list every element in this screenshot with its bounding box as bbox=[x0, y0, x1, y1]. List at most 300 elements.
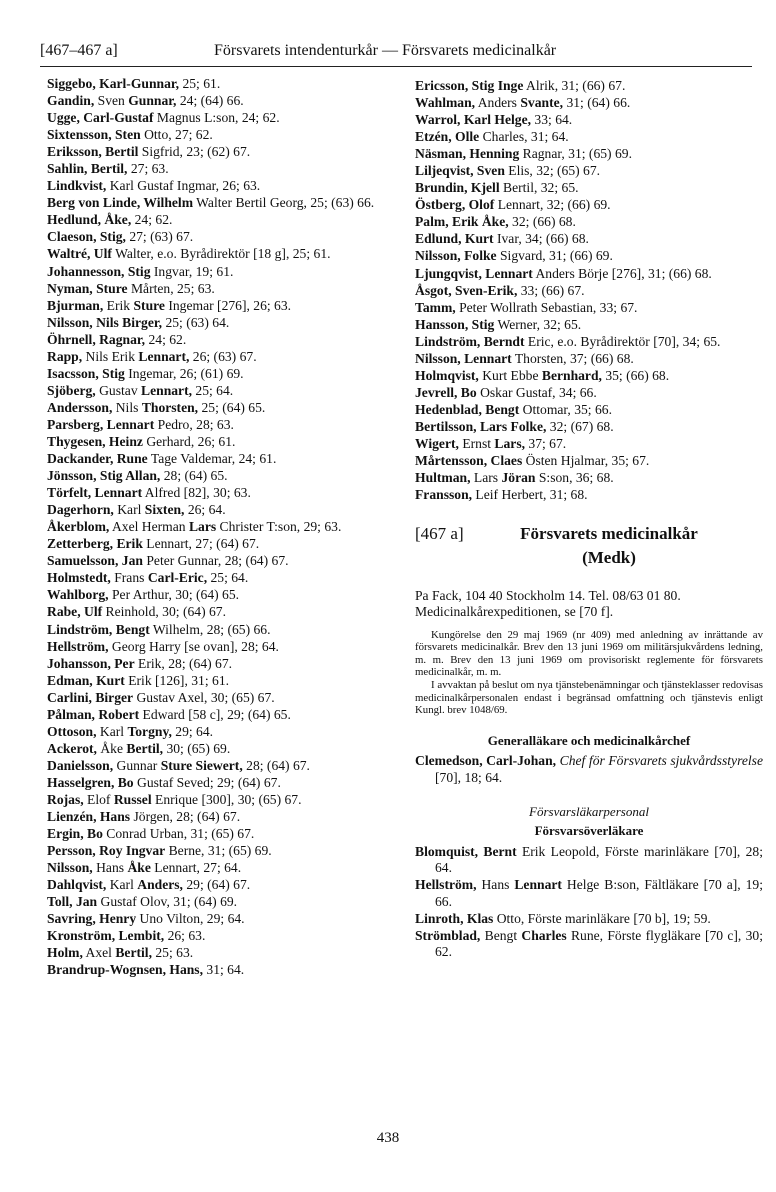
list-item bbox=[47, 349, 392, 366]
entry-name: Toll, Jan bbox=[47, 894, 98, 910]
entry-name: Lars bbox=[188, 519, 217, 535]
list-item bbox=[47, 502, 392, 519]
chief-name: Clemedson, Carl-Johan, bbox=[415, 753, 557, 769]
entry-details: Ivar, 34; (66) 68. bbox=[493, 231, 589, 247]
list-item bbox=[47, 928, 392, 945]
entry-name: Hedenblad, Bengt bbox=[415, 401, 520, 417]
list-item bbox=[47, 383, 392, 400]
entry-name: Strömblad, bbox=[415, 927, 481, 943]
list-item bbox=[47, 894, 392, 911]
list-item bbox=[47, 195, 392, 212]
entry-name: Åkerblom, bbox=[47, 519, 110, 535]
list-item bbox=[415, 300, 763, 317]
list-item bbox=[47, 604, 392, 621]
list-item bbox=[415, 453, 763, 470]
entry-details: 27; 63. bbox=[127, 161, 169, 177]
entry-details: Erik [126], 31; 61. bbox=[124, 672, 230, 688]
entry-name: Pålman, Robert bbox=[47, 706, 140, 722]
entry-details: Gustaf Olov, 31; (64) 69. bbox=[97, 894, 238, 910]
list-item bbox=[47, 860, 392, 877]
entry-details: Åke bbox=[96, 740, 127, 756]
entry-details: Reinhold, 30; (64) 67. bbox=[102, 604, 226, 620]
entry-name: Sture bbox=[133, 297, 165, 313]
entry-details: 24; 62. bbox=[131, 212, 173, 228]
list-item bbox=[415, 385, 763, 402]
list-item bbox=[415, 283, 763, 300]
list-item bbox=[47, 775, 392, 792]
list-item bbox=[415, 180, 763, 197]
entry-name: Isacsson, Stig bbox=[47, 365, 125, 381]
list-item bbox=[47, 212, 392, 229]
entry-details: 30; (65) 69. bbox=[163, 740, 231, 756]
entry-details: 33; (66) 67. bbox=[517, 282, 585, 298]
list-item bbox=[415, 470, 763, 487]
entry-name: Sixtensson, Sten bbox=[47, 127, 141, 143]
list-item bbox=[415, 334, 763, 351]
section-number: [467 a] bbox=[415, 523, 464, 543]
entry-details: Eric, e.o. Byrådirektör [70], 34; 65. bbox=[524, 333, 721, 349]
entry-name: Bertil, bbox=[126, 740, 164, 756]
entry-details: Hans bbox=[92, 860, 128, 876]
list-item bbox=[47, 792, 392, 809]
entry-details: Wilhelm, 28; (65) 66. bbox=[149, 621, 271, 637]
entry-details: 25; 64. bbox=[207, 570, 249, 586]
page-number: 438 bbox=[376, 1130, 400, 1146]
entry-name: Lindström, Bengt bbox=[47, 621, 150, 637]
entry-details: 32; (66) 68. bbox=[508, 214, 576, 230]
entry-details: Pedro, 28; 63. bbox=[154, 416, 234, 432]
list-item bbox=[415, 231, 763, 248]
list-item bbox=[47, 366, 392, 383]
entry-details: 32; (67) 68. bbox=[546, 418, 614, 434]
entry-name: Fransson, bbox=[415, 487, 473, 503]
entry-name: Warrol, Karl Helge, bbox=[415, 112, 532, 128]
list-item bbox=[415, 112, 763, 129]
section-note-pending: I avvaktan på beslut om nya tjänstebenämningar och tjänsteklasser redovisas medicinalkårpersonalen endast i begränsad omfattning och tjänstevis enligt Kungl. brev 1048/69. bbox=[415, 679, 763, 717]
list-item bbox=[47, 673, 392, 690]
running-header bbox=[40, 40, 752, 67]
entry-details: Enrique [300], 30; (65) 67. bbox=[151, 791, 302, 807]
entry-details: Sigvard, 31; (66) 69. bbox=[496, 248, 613, 264]
list-item bbox=[415, 317, 763, 334]
list-item bbox=[47, 417, 392, 434]
entry-details: Erik, 28; (64) 67. bbox=[134, 655, 233, 671]
list-item bbox=[415, 368, 763, 385]
entry-name: Edlund, Kurt bbox=[415, 231, 494, 247]
list-item bbox=[415, 197, 763, 214]
entry-details: Mårten, 25; 63. bbox=[127, 280, 215, 296]
entry-details: Leif Herbert, 31; 68. bbox=[472, 487, 588, 503]
entry-details: 25; (63) 64. bbox=[162, 314, 230, 330]
entry-name: Öhrnell, Ragnar, bbox=[47, 331, 146, 347]
entry-details: Christer T:son, 29; 63. bbox=[216, 519, 342, 535]
entry-name: Jöran bbox=[501, 470, 536, 486]
entry-name: Rapp, bbox=[47, 348, 83, 364]
entry-details: 24; (64) 66. bbox=[176, 93, 244, 109]
list-item bbox=[47, 690, 392, 707]
list-item bbox=[47, 724, 392, 741]
entry-details: Lennart, 27; 64. bbox=[150, 860, 242, 876]
entry-name: Edman, Kurt bbox=[47, 672, 125, 688]
entry-details: Walter, e.o. Byrådirektör [18 g], 25; 61. bbox=[111, 246, 331, 262]
entry-name: Thorsten, bbox=[141, 399, 199, 415]
entry-name: Dahlqvist, bbox=[47, 877, 107, 893]
list-item bbox=[47, 911, 392, 928]
entry-name: Parsberg, Lennart bbox=[47, 416, 155, 432]
entry-name: Ergin, Bo bbox=[47, 826, 103, 842]
entry-details: Peter Gunnar, 28; (64) 67. bbox=[142, 553, 289, 569]
entry-name: Bertil, bbox=[115, 945, 152, 961]
staff-heading: Försvarsläkarpersonal bbox=[529, 804, 649, 820]
entry-name: Näsman, Henning bbox=[415, 146, 520, 162]
entry-details: 26; 64. bbox=[184, 502, 226, 518]
entry-name: Jönsson, Stig Allan, bbox=[47, 468, 161, 484]
entry-name: Holmqvist, bbox=[415, 367, 479, 383]
list-item bbox=[47, 281, 392, 298]
list-item bbox=[47, 843, 392, 860]
chief-heading: Generalläkare och medicinalkårchef bbox=[487, 732, 691, 748]
entry-details: Ingvar, 19; 61. bbox=[150, 263, 234, 279]
list-item bbox=[47, 144, 392, 161]
list-item bbox=[47, 332, 392, 349]
list-item bbox=[415, 163, 763, 180]
entry-name: Bjurman, bbox=[47, 297, 104, 313]
list-item bbox=[47, 570, 392, 587]
entry-details: 28; (64) 67. bbox=[242, 757, 310, 773]
entry-name: Gunnar, bbox=[128, 93, 177, 109]
entry-name: Hansson, Stig bbox=[415, 316, 495, 332]
chief-entry bbox=[415, 753, 763, 786]
entry-name: Nilsson, Folke bbox=[415, 248, 497, 264]
list-item bbox=[47, 536, 392, 553]
entry-name: Dagerhorn, bbox=[47, 502, 114, 518]
entry-name: Johansson, Per bbox=[47, 655, 135, 671]
entry-name: Carl-Eric, bbox=[147, 570, 208, 586]
section-title: Försvarets medicinalkår bbox=[520, 523, 698, 543]
entry-details: 33; 64. bbox=[531, 112, 573, 128]
entry-name: Rojas, bbox=[47, 791, 84, 807]
entry-name: Holm, bbox=[47, 945, 83, 961]
entry-name: Hultman, bbox=[415, 470, 471, 486]
entry-name: Holmstedt, bbox=[47, 570, 111, 586]
entry-details: S:son, 36; 68. bbox=[535, 470, 614, 486]
staff-entry-list bbox=[415, 844, 763, 961]
entry-name: Ackerot, bbox=[47, 740, 97, 756]
entry-details: Conrad Urban, 31; (65) 67. bbox=[102, 826, 255, 842]
entry-details: 29; (64) 67. bbox=[182, 877, 251, 893]
entry-details: Werner, 32; 65. bbox=[494, 316, 582, 332]
header-title: Försvarets intendenturkår — Försvarets medicinalkår bbox=[214, 42, 557, 59]
entry-details: Lennart, 32; (66) 69. bbox=[494, 197, 611, 213]
entry-name: Anders, bbox=[137, 877, 183, 893]
entry-name: Charles bbox=[521, 927, 567, 943]
entry-details: Gunnar bbox=[113, 757, 161, 773]
entry-name: Liljeqvist, Sven bbox=[415, 163, 505, 179]
entry-details: Karl Gustaf Ingmar, 26; 63. bbox=[106, 178, 261, 194]
entry-name: Russel bbox=[113, 791, 152, 807]
entry-name: Bernhard, bbox=[541, 367, 602, 383]
entry-details: Oskar Gustaf, 34; 66. bbox=[476, 384, 597, 400]
entry-name: Dackander, Rune bbox=[47, 451, 148, 467]
entry-details: Per Arthur, 30; (64) 65. bbox=[108, 587, 240, 603]
entry-name: Jevrell, Bo bbox=[415, 384, 477, 400]
entry-details: Sven bbox=[94, 93, 129, 109]
entry-name: Sixten, bbox=[144, 502, 185, 518]
entry-name: Persson, Roy Ingvar bbox=[47, 843, 166, 859]
entry-details: Bertil, 32; 65. bbox=[499, 180, 579, 196]
entry-details: Otto, 27; 62. bbox=[140, 127, 213, 143]
list-item bbox=[47, 519, 392, 536]
entry-name: Berg von Linde, Wilhelm bbox=[47, 195, 194, 211]
entry-name: Lennart, bbox=[141, 382, 193, 398]
entry-details: Lars bbox=[470, 470, 502, 486]
list-item bbox=[47, 229, 392, 246]
list-item bbox=[415, 877, 763, 910]
entry-name: Waltré, Ulf bbox=[47, 246, 112, 262]
entry-details: Anders bbox=[475, 95, 521, 111]
entry-name: Bertilsson, Lars Folke, bbox=[415, 418, 547, 434]
entry-details: 25; 61. bbox=[179, 76, 221, 91]
list-item bbox=[415, 844, 763, 877]
entry-name: Ugge, Carl-Gustaf bbox=[47, 110, 154, 126]
entry-details: Ottomar, 35; 66. bbox=[519, 401, 612, 417]
section-heading bbox=[415, 523, 763, 582]
entry-details: Nils Erik bbox=[82, 348, 139, 364]
list-item bbox=[47, 110, 392, 127]
entry-name: Sahlin, Bertil, bbox=[47, 161, 128, 177]
entry-details: 37; 67. bbox=[525, 435, 567, 451]
list-item bbox=[47, 587, 392, 604]
entry-name: Lindström, Berndt bbox=[415, 333, 525, 349]
entry-name: Ljungqvist, Lennart bbox=[415, 265, 533, 281]
section-address: Pa Fack, 104 40 Stockholm 14. Tel. 08/63 01 80. Medicinalkårexpeditionen, se [70 f]. bbox=[415, 587, 681, 620]
entry-name: Torgny, bbox=[127, 723, 172, 739]
list-item bbox=[47, 741, 392, 758]
entry-details: Hans bbox=[476, 877, 515, 893]
entry-details: 26; 63. bbox=[164, 928, 206, 944]
entry-details: 35; (66) 68. bbox=[601, 367, 670, 383]
entry-details: Rune, Förste flygläkare [70 c], 30; 62. bbox=[435, 927, 763, 960]
entry-details: Uno Vilton, 29; 64. bbox=[136, 911, 245, 927]
entry-name: Ericsson, Stig Inge bbox=[415, 78, 524, 93]
entry-details: Östen Hjalmar, 35; 67. bbox=[522, 453, 650, 469]
entry-name: Lennart bbox=[514, 877, 562, 893]
list-item bbox=[415, 402, 763, 419]
entry-name: Blomquist, Bernt bbox=[415, 843, 517, 859]
entry-name: Wahlborg, bbox=[47, 587, 109, 603]
list-item bbox=[415, 214, 763, 231]
entry-name: Hellström, bbox=[415, 877, 477, 893]
list-item bbox=[47, 127, 392, 144]
entry-name: Siggebo, Karl-Gunnar, bbox=[47, 76, 180, 91]
list-item bbox=[47, 451, 392, 468]
entry-details: Axel bbox=[82, 945, 116, 961]
list-item bbox=[47, 877, 392, 894]
entry-details: Elis, 32; (65) 67. bbox=[504, 163, 601, 179]
header-section-range: [467–467 a] bbox=[40, 42, 118, 59]
entry-name: Nilsson, Nils Birger, bbox=[47, 314, 163, 330]
entry-name: Brundin, Kjell bbox=[415, 180, 500, 196]
section-note-decree: Kungörelse den 29 maj 1969 (nr 409) med anledning av inrättande av försvarets medicinalkår. Brev den 13 juni 1969 om militärsjukvårdens ledning, m. m. Brev den 13 juni 1969 om provisoriskt reglemente för försvarets medicinalkår, m. m. bbox=[415, 628, 763, 679]
list-item bbox=[47, 553, 392, 570]
section-abbreviation: (Medk) bbox=[582, 547, 636, 567]
entry-name: Sture Siewert, bbox=[160, 757, 243, 773]
entry-details: Gustaf Seved; 29; (64) 67. bbox=[133, 774, 281, 790]
list-item bbox=[47, 468, 392, 485]
entry-details: Gustav bbox=[95, 382, 142, 398]
list-item bbox=[47, 315, 392, 332]
list-item bbox=[415, 911, 763, 928]
entry-name: Åke bbox=[127, 860, 151, 876]
entry-details: Tage Valdemar, 24; 61. bbox=[147, 451, 277, 467]
list-item bbox=[47, 707, 392, 724]
entry-name: Lennart, bbox=[138, 348, 190, 364]
entry-name: Danielsson, bbox=[47, 757, 114, 773]
entry-details: Ernst bbox=[458, 435, 495, 451]
entry-name: Wigert, bbox=[415, 435, 459, 451]
list-item bbox=[47, 76, 392, 93]
entry-name: Lindkvist, bbox=[47, 178, 107, 194]
list-item bbox=[47, 485, 392, 502]
list-item bbox=[415, 351, 763, 368]
entry-details: 25; 63. bbox=[151, 945, 194, 961]
entry-details: 24; 62. bbox=[145, 331, 187, 347]
entry-details: Alfred [82], 30; 63. bbox=[142, 485, 251, 501]
entry-name: Thygesen, Heinz bbox=[47, 433, 143, 449]
list-item bbox=[47, 93, 392, 110]
entry-details: Alrik, 31; (66) 67. bbox=[523, 78, 626, 93]
right-entry-list bbox=[415, 78, 763, 504]
entry-name: Ottoson, bbox=[47, 723, 97, 739]
entry-name: Rabe, Ulf bbox=[47, 604, 103, 620]
entry-details: Gustav Axel, 30; (65) 67. bbox=[133, 689, 275, 705]
right-column bbox=[415, 78, 763, 961]
left-column bbox=[47, 76, 392, 979]
entry-details: 31; 64. bbox=[203, 962, 245, 978]
entry-details: Anders Börje [276], 31; (66) 68. bbox=[532, 265, 712, 281]
list-item bbox=[415, 78, 763, 95]
list-item bbox=[47, 962, 392, 979]
entry-name: Etzén, Olle bbox=[415, 129, 480, 145]
entry-name: Svante, bbox=[520, 95, 564, 111]
entry-name: Törfelt, Lennart bbox=[47, 485, 143, 501]
entry-name: Wahlman, bbox=[415, 95, 476, 111]
entry-name: Carlini, Birger bbox=[47, 689, 134, 705]
list-item bbox=[47, 298, 392, 315]
entry-details: Magnus L:son, 24; 62. bbox=[153, 110, 280, 126]
entry-details: Thorsten, 37; (66) 68. bbox=[511, 350, 634, 366]
list-item bbox=[47, 264, 392, 281]
entry-details: Bengt bbox=[480, 927, 522, 943]
list-item bbox=[415, 928, 763, 961]
entry-details: Edward [58 c], 29; (64) 65. bbox=[139, 706, 291, 722]
entry-name: Tamm, bbox=[415, 299, 456, 315]
chief-title: Chef för Försvarets sjukvårdsstyrelse bbox=[556, 753, 763, 769]
list-item bbox=[47, 246, 392, 263]
entry-details: Gerhard, 26; 61. bbox=[142, 433, 236, 449]
list-item bbox=[47, 400, 392, 417]
entry-details: Axel Herman bbox=[109, 519, 189, 535]
entry-name: Nilsson, Lennart bbox=[415, 350, 512, 366]
list-item bbox=[47, 622, 392, 639]
entry-details: 25; 64. bbox=[192, 382, 234, 398]
list-item bbox=[47, 639, 392, 656]
list-item bbox=[415, 487, 763, 504]
entry-name: Lienzén, Hans bbox=[47, 809, 131, 825]
entry-details: 27; (63) 67. bbox=[125, 229, 194, 245]
entry-details: Helge B:son, Fältläkare [70 a], 19; 66. bbox=[435, 877, 763, 909]
entry-details: Karl bbox=[106, 877, 138, 893]
entry-details: 28; (64) 65. bbox=[160, 468, 228, 484]
entry-name: Kronström, Lembit, bbox=[47, 928, 165, 944]
entry-details: 26; (63) 67. bbox=[189, 348, 257, 364]
list-item bbox=[47, 161, 392, 178]
entry-details: 25; (64) 65. bbox=[198, 399, 266, 415]
list-item bbox=[415, 248, 763, 265]
entry-details: Peter Wollrath Sebastian, 33; 67. bbox=[455, 299, 638, 315]
entry-details: Ragnar, 31; (65) 69. bbox=[519, 146, 632, 162]
list-item bbox=[47, 758, 392, 775]
entry-name: Sjöberg, bbox=[47, 382, 96, 398]
list-item bbox=[47, 945, 392, 962]
entry-name: Mårtensson, Claes bbox=[415, 453, 523, 469]
entry-details: Elof bbox=[83, 791, 114, 807]
entry-details: Erik bbox=[103, 297, 134, 313]
entry-name: Claeson, Stig, bbox=[47, 229, 126, 245]
entry-details: Berne, 31; (65) 69. bbox=[165, 843, 272, 859]
entry-details: Ingemar [276], 26; 63. bbox=[164, 297, 292, 313]
entry-details: 29; 64. bbox=[171, 723, 214, 739]
entry-name: Hasselgren, Bo bbox=[47, 774, 134, 790]
list-item bbox=[415, 419, 763, 436]
list-item bbox=[47, 656, 392, 673]
entry-name: Savring, Henry bbox=[47, 911, 137, 927]
entry-details: Jörgen, 28; (64) 67. bbox=[130, 809, 241, 825]
entry-name: Gandin, bbox=[47, 93, 95, 109]
entry-name: Linroth, Klas bbox=[415, 910, 494, 926]
entry-details: Frans bbox=[110, 570, 148, 586]
entry-details: Karl bbox=[113, 502, 145, 518]
entry-details: Walter Bertil Georg, 25; (63) 66. bbox=[193, 195, 375, 211]
entry-name: Hellström, bbox=[47, 638, 109, 654]
entry-name: Johannesson, Stig bbox=[47, 263, 151, 279]
entry-name: Östberg, Olof bbox=[415, 197, 495, 213]
list-item bbox=[415, 266, 763, 283]
list-item bbox=[47, 809, 392, 826]
entry-name: Zetterberg, Erik bbox=[47, 536, 143, 552]
entry-name: Åsgot, Sven-Erik, bbox=[415, 282, 518, 298]
entry-name: Palm, Erik Åke, bbox=[415, 214, 509, 230]
list-item bbox=[415, 129, 763, 146]
entry-details: Kurt Ebbe bbox=[478, 367, 542, 383]
entry-details: Karl bbox=[96, 723, 128, 739]
chief-details: [70], 18; 64. bbox=[435, 769, 503, 785]
entry-name: Hedlund, Åke, bbox=[47, 212, 132, 228]
entry-details: Charles, 31; 64. bbox=[479, 129, 569, 145]
entry-name: Nyman, Sture bbox=[47, 280, 128, 296]
list-item bbox=[47, 826, 392, 843]
list-item bbox=[415, 146, 763, 163]
entry-details: Sigfrid, 23; (62) 67. bbox=[138, 144, 251, 160]
entry-details: Lennart, 27; (64) 67. bbox=[142, 536, 260, 552]
entry-details: 31; (64) 66. bbox=[563, 95, 631, 111]
list-item bbox=[47, 178, 392, 195]
entry-details: Nils bbox=[112, 399, 142, 415]
entry-details: Georg Harry [se ovan], 28; 64. bbox=[108, 638, 279, 654]
senior-staff-heading: Försvarsöverläkare bbox=[534, 823, 644, 839]
entry-name: Eriksson, Bertil bbox=[47, 144, 139, 160]
entry-name: Nilsson, bbox=[47, 860, 93, 876]
